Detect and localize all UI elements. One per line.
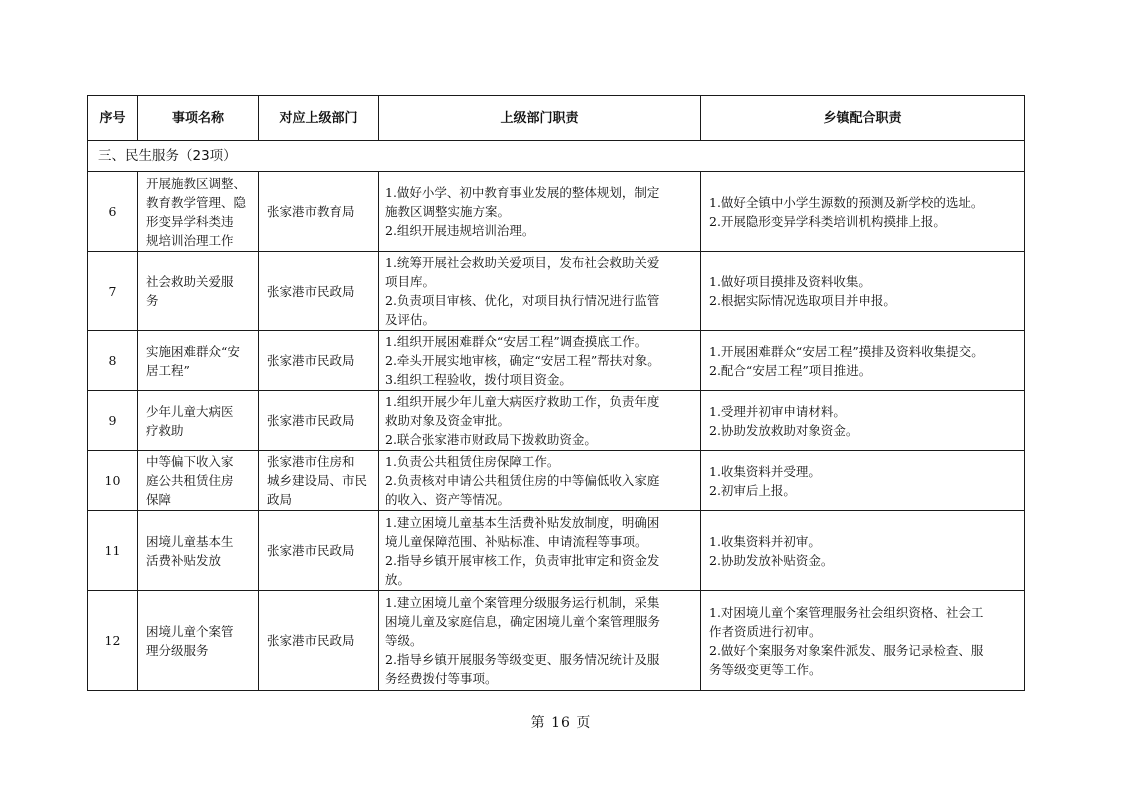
- upper-duty-line: 2.负责项目审核、优化，对项目执行情况进行监管: [385, 293, 660, 308]
- item-name: [138, 391, 259, 451]
- upper-duty-line: 3.组织工程验收，拨付项目资金。: [385, 372, 572, 387]
- town-duty-line: 1.收集资料并受理。: [709, 463, 821, 479]
- item-name-line: 困境儿童基本生: [146, 533, 234, 549]
- town-duty-line: 2.初审后上报。: [709, 482, 796, 498]
- header-upper-duty: 上级部门职责: [379, 96, 701, 141]
- item-name-line: 形变异学科类违: [146, 213, 234, 229]
- upper-duty: [379, 391, 701, 451]
- item-name-line: 疗救助: [146, 422, 184, 438]
- upper-duty: [379, 172, 701, 252]
- town-duty-line: 2.做好个案服务对象案件派发、服务记录检查、服: [709, 642, 984, 658]
- item-name: [138, 511, 259, 591]
- town-duty: [701, 172, 1025, 252]
- upper-duty-line: 2.负责核对申请公共租赁住房的中等偏低收入家庭: [385, 473, 660, 488]
- upper-duty-line: 项目库。: [385, 274, 436, 289]
- item-name-line: 实施困难群众“安: [146, 343, 240, 359]
- row-number: 11: [88, 511, 138, 591]
- upper-duty-line: 困境儿童及家庭信息，确定困境儿童个案管理服务: [385, 614, 661, 629]
- section-row: [88, 141, 1025, 172]
- table-row: [88, 451, 1025, 511]
- row-number: 9: [88, 391, 138, 451]
- upper-duty-line: 1.建立困境儿童基本生活费补贴发放制度，明确困: [385, 514, 660, 530]
- row-number: 6: [88, 172, 138, 252]
- upper-department-line: 张家港市民政局: [267, 633, 355, 648]
- upper-duty: [379, 451, 701, 511]
- upper-duty-line: 务经费拨付等事项。: [385, 671, 498, 686]
- section-title: 三、民生服务（23项）: [88, 141, 1025, 172]
- upper-duty: [379, 331, 701, 391]
- town-duty: [701, 511, 1025, 591]
- town-duty-line: 1.收集资料并初审。: [709, 533, 821, 549]
- item-name: [138, 252, 259, 331]
- town-duty-line: 1.做好全镇中小学生源数的预测及新学校的选址。: [709, 194, 984, 210]
- upper-department-line: 张家港市民政局: [267, 353, 355, 368]
- upper-duty-line: 放。: [385, 571, 411, 587]
- item-name: [138, 451, 259, 511]
- town-duty-line: 2.配合“安居工程”项目推进。: [709, 362, 872, 378]
- upper-department: [259, 511, 379, 591]
- table-row: [88, 591, 1025, 691]
- header-no: 序号: [88, 96, 138, 141]
- town-duty: [701, 331, 1025, 391]
- upper-department: [259, 331, 379, 391]
- item-name: [138, 591, 259, 691]
- table-row: [88, 391, 1025, 451]
- upper-duty-line: 施教区调整实施方案。: [385, 204, 511, 219]
- upper-department-line: 张家港市教育局: [267, 204, 355, 219]
- item-name-line: 活费补贴发放: [146, 552, 222, 568]
- town-duty-line: 1.受理并初审申请材料。: [709, 403, 846, 419]
- upper-department-line: 张家港市民政局: [267, 543, 355, 558]
- item-name: [138, 331, 259, 391]
- row-number: 12: [88, 591, 138, 691]
- upper-department: [259, 252, 379, 331]
- town-duty: [701, 252, 1025, 331]
- town-duty-line: 2.开展隐形变异学科类培训机构摸排上报。: [709, 213, 946, 229]
- item-name-line: 少年儿童大病医: [146, 403, 234, 419]
- header-item-name: 事项名称: [138, 96, 259, 141]
- upper-department: [259, 591, 379, 691]
- upper-duty-line: 1.组织开展困难群众“安居工程”调查摸底工作。: [385, 334, 648, 349]
- town-duty-line: 务等级变更等工作。: [709, 661, 822, 677]
- item-name-line: 教育教学管理、隐: [146, 194, 247, 210]
- upper-duty: [379, 591, 701, 691]
- header-department: 对应上级部门: [259, 96, 379, 141]
- upper-department-line: 张家港市民政局: [267, 413, 355, 428]
- upper-department-line: 城乡建设局、市民: [267, 473, 368, 488]
- upper-duty: [379, 511, 701, 591]
- item-name: [138, 172, 259, 252]
- item-name-line: 开展施教区调整、: [146, 175, 247, 191]
- town-duty-line: 1.做好项目摸排及资料收集。: [709, 274, 871, 289]
- town-duty: [701, 451, 1025, 511]
- upper-duty-line: 的收入、资产等情况。: [385, 492, 511, 507]
- town-duty-line: 2.根据实际情况选取项目并申报。: [709, 293, 896, 308]
- upper-department: [259, 391, 379, 451]
- table-row: [88, 331, 1025, 391]
- upper-duty-line: 及评估。: [385, 312, 436, 327]
- upper-duty-line: 2.牵头开展实地审核，确定“安居工程”帮扶对象。: [385, 353, 660, 368]
- upper-duty-line: 等级。: [385, 633, 423, 648]
- upper-department: [259, 172, 379, 252]
- upper-department-line: 张家港市住房和: [267, 454, 355, 469]
- item-name-line: 困境儿童个案管: [146, 623, 234, 639]
- responsibility-table: [87, 95, 1025, 691]
- upper-duty-line: 2.联合张家港市财政局下拨救助资金。: [385, 432, 597, 447]
- item-name-line: 务: [146, 293, 159, 308]
- town-duty-line: 作者资质进行初审。: [709, 623, 822, 639]
- item-name-line: 保障: [146, 492, 172, 507]
- upper-duty-line: 1.负责公共租赁住房保障工作。: [385, 454, 560, 469]
- town-duty-line: 2.协助发放救助对象资金。: [709, 422, 859, 438]
- upper-duty-line: 2.组织开展违规培训治理。: [385, 223, 535, 238]
- upper-department-line: 政局: [267, 492, 293, 507]
- upper-duty-line: 1.组织开展少年儿童大病医疗救助工作，负责年度: [385, 394, 660, 409]
- row-number: 8: [88, 331, 138, 391]
- upper-department: [259, 451, 379, 511]
- item-name-line: 社会救助关爱服: [146, 274, 234, 289]
- table-header-row: [88, 96, 1025, 141]
- upper-duty-line: 2.指导乡镇开展服务等级变更、服务情况统计及服: [385, 652, 660, 667]
- upper-duty-line: 境儿童保障范围、补贴标准、申请流程等事项。: [385, 533, 648, 549]
- item-name-line: 规培训治理工作: [146, 232, 234, 248]
- item-name-line: 理分级服务: [146, 642, 209, 658]
- town-duty: [701, 591, 1025, 691]
- town-duty-line: 2.协助发放补贴资金。: [709, 552, 834, 568]
- town-duty-line: 1.对困境儿童个案管理服务社会组织资格、社会工: [709, 604, 984, 620]
- row-number: 7: [88, 252, 138, 331]
- upper-duty: [379, 252, 701, 331]
- item-name-line: 庭公共租赁住房: [146, 473, 234, 488]
- upper-duty-line: 救助对象及资金审批。: [385, 413, 511, 428]
- header-town-duty: 乡镇配合职责: [701, 96, 1025, 141]
- upper-duty-line: 1.做好小学、初中教育事业发展的整体规划，制定: [385, 185, 660, 200]
- upper-department-line: 张家港市民政局: [267, 283, 355, 299]
- item-name-line: 居工程”: [146, 362, 190, 378]
- table-row: [88, 252, 1025, 331]
- upper-duty-line: 2.指导乡镇开展审核工作，负责审批审定和资金发: [385, 552, 660, 568]
- page-number: 第 16 页: [530, 715, 592, 731]
- upper-duty-line: 1.统筹开展社会救助关爱项目，发布社会救助关爱: [385, 255, 660, 270]
- town-duty: [701, 391, 1025, 451]
- item-name-line: 中等偏下收入家: [146, 454, 234, 469]
- row-number: 10: [88, 451, 138, 511]
- upper-duty-line: 1.建立困境儿童个案管理分级服务运行机制，采集: [385, 595, 660, 610]
- town-duty-line: 1.开展困难群众“安居工程”摸排及资料收集提交。: [709, 343, 984, 359]
- table-row: [88, 511, 1025, 591]
- table-row: [88, 172, 1025, 252]
